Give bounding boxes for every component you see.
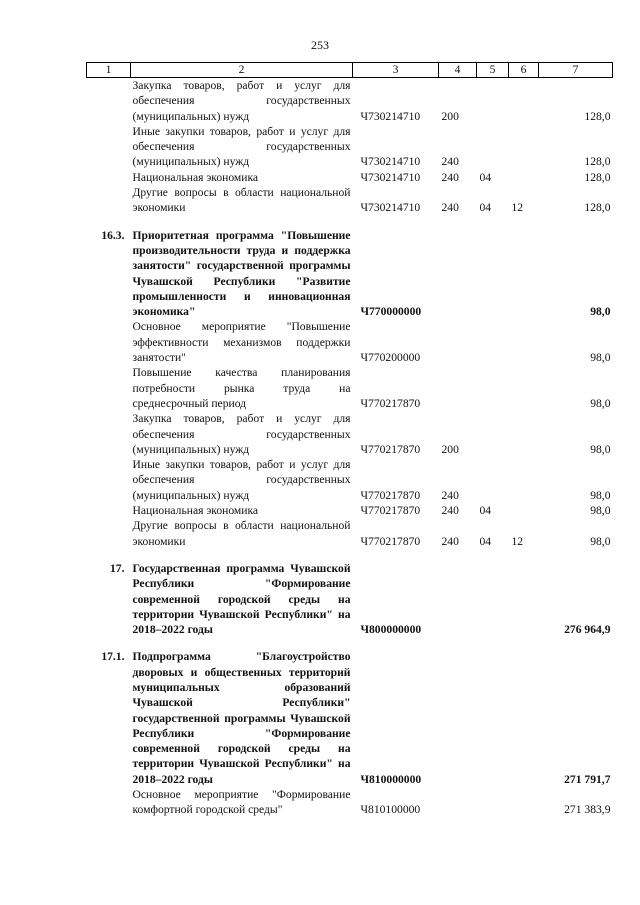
row-col5: 04 — [479, 170, 492, 184]
row-col6: 12 — [511, 534, 524, 548]
row-number — [87, 170, 131, 185]
row-number — [87, 411, 131, 457]
row-name: Приоритетная программа "Повышение производительности труда и поддержка занятости" государственной программы Чувашской Республики "Развитие промышленности и инновационная экономика" — [132, 228, 351, 319]
row-col5 — [477, 787, 509, 818]
row-code: Ч730214710 — [360, 170, 421, 184]
page-number: 253 — [311, 38, 329, 52]
row-number — [87, 124, 131, 170]
column-header: 2 — [131, 63, 353, 78]
row-amount: 98,0 — [590, 442, 611, 456]
row-col6 — [509, 319, 539, 365]
row-col6 — [509, 561, 539, 637]
row-col5 — [477, 457, 509, 503]
row-number — [87, 503, 131, 518]
row-col4: 200 — [441, 442, 459, 456]
row-col4 — [439, 228, 477, 320]
row-col4 — [439, 649, 477, 787]
table-row — [87, 649, 613, 787]
table-row — [87, 503, 613, 518]
row-code: Ч770217870 — [360, 504, 421, 518]
row-amount: 98,0 — [590, 305, 611, 319]
row-code: Ч810100000 — [360, 803, 421, 817]
row-code: Ч770200000 — [360, 351, 421, 365]
row-code: Ч730214710 — [360, 109, 421, 123]
row-col5 — [477, 561, 509, 637]
table-row — [87, 518, 613, 549]
budget-table — [86, 62, 613, 818]
table-row — [87, 124, 613, 170]
row-col4 — [439, 319, 477, 365]
row-name: Другие вопросы в области национальной экономики — [132, 519, 351, 548]
row-amount: 271 791,7 — [564, 772, 611, 786]
row-col4: 240 — [441, 201, 459, 215]
column-header: 3 — [353, 63, 439, 78]
table-row — [87, 411, 613, 457]
table-row — [87, 228, 613, 320]
budget-table-container — [86, 62, 612, 818]
row-name: Закупка товаров, работ и услуг для обеспечения государственных (муниципальных) нужд — [132, 79, 351, 123]
row-name: Основное мероприятие "Повышение эффективности механизмов поддержки занятости" — [132, 320, 351, 365]
column-header: 6 — [509, 63, 539, 78]
column-header: 1 — [87, 63, 131, 78]
table-row — [87, 365, 613, 411]
row-spacer — [87, 549, 613, 561]
row-col5 — [477, 649, 509, 787]
row-col6 — [509, 365, 539, 411]
row-col5 — [477, 365, 509, 411]
row-number — [87, 365, 131, 411]
row-name: Повышение качества планирования потребности рынка труда на среднесрочный период — [132, 366, 351, 410]
row-col4 — [439, 365, 477, 411]
row-number: 17. — [110, 561, 125, 575]
row-amount: 128,0 — [584, 201, 611, 215]
row-name: Национальная экономика — [132, 504, 259, 518]
row-name: Подпрограмма "Благоустройство дворовых и общественных территорий муниципальных образований Чувашской Республики" государственной программы Чувашской Республики "Формирование современной городской среды на территории Чувашской Республики" на 2018–2022 годы — [132, 650, 351, 786]
row-amount: 128,0 — [584, 109, 611, 123]
row-col5: 04 — [479, 534, 492, 548]
row-amount: 98,0 — [590, 488, 611, 502]
row-amount: 98,0 — [590, 396, 611, 410]
row-col6 — [509, 457, 539, 503]
table-header-row — [87, 63, 613, 78]
row-col5 — [477, 319, 509, 365]
table-row — [87, 319, 613, 365]
row-col5: 04 — [479, 504, 492, 518]
row-code: Ч800000000 — [360, 623, 422, 637]
table-row — [87, 185, 613, 216]
row-col6 — [509, 411, 539, 457]
row-code: Ч770217870 — [360, 488, 421, 502]
row-col4 — [439, 787, 477, 818]
row-amount: 98,0 — [590, 351, 611, 365]
row-number — [87, 518, 131, 549]
row-col4 — [439, 561, 477, 637]
row-col4: 240 — [441, 155, 459, 169]
row-col6 — [509, 503, 539, 518]
row-col5 — [477, 78, 509, 124]
column-header: 7 — [539, 63, 613, 78]
table-row — [87, 561, 613, 637]
row-col5 — [477, 228, 509, 320]
row-col4: 240 — [441, 534, 459, 548]
row-name: Государственная программа Чувашской Республики "Формирование современной городской среды на территории Чувашской Республики" на 2018–2022 годы — [132, 561, 351, 637]
row-code: Ч810000000 — [360, 772, 422, 786]
row-col6 — [509, 649, 539, 787]
row-code: Ч770000000 — [360, 305, 422, 319]
row-name: Основное мероприятие "Формирование комфортной городской среды" — [132, 788, 351, 817]
row-number — [87, 319, 131, 365]
row-col4: 200 — [441, 109, 459, 123]
table-row — [87, 78, 613, 124]
row-col5 — [477, 411, 509, 457]
row-col6 — [509, 170, 539, 185]
row-number — [87, 78, 131, 124]
row-col6 — [509, 124, 539, 170]
row-number — [87, 787, 131, 818]
table-row — [87, 170, 613, 185]
row-spacer — [87, 637, 613, 649]
row-amount: 276 964,9 — [564, 623, 611, 637]
row-name: Другие вопросы в области национальной экономики — [132, 186, 351, 215]
table-row — [87, 787, 613, 818]
column-header: 4 — [439, 63, 477, 78]
table-row — [87, 457, 613, 503]
row-col4: 240 — [441, 504, 459, 518]
row-col6 — [509, 228, 539, 320]
row-name: Национальная экономика — [132, 170, 259, 184]
row-col4: 240 — [441, 488, 459, 502]
row-amount: 128,0 — [584, 155, 611, 169]
row-name: Иные закупки товаров, работ и услуг для обеспечения государственных (муниципальных) нужд — [132, 124, 351, 169]
row-col6: 12 — [511, 201, 524, 215]
row-number — [87, 457, 131, 503]
row-number — [87, 185, 131, 216]
row-name: Иные закупки товаров, работ и услуг для обеспечения государственных (муниципальных) нужд — [132, 458, 351, 502]
row-code: Ч730214710 — [360, 155, 421, 169]
row-code: Ч770217870 — [360, 442, 421, 456]
row-amount: 271 383,9 — [564, 803, 611, 817]
row-name: Закупка товаров, работ и услуг для обеспечения государственных (муниципальных) нужд — [132, 412, 351, 456]
row-code: Ч770217870 — [360, 534, 421, 548]
row-number: 16.3. — [101, 228, 125, 242]
row-col5 — [477, 124, 509, 170]
column-header: 5 — [477, 63, 509, 78]
row-number: 17.1. — [101, 650, 125, 664]
row-col4: 240 — [441, 170, 459, 184]
table-body — [87, 78, 613, 818]
row-amount: 98,0 — [590, 534, 611, 548]
row-code: Ч770217870 — [360, 396, 421, 410]
row-col6 — [509, 787, 539, 818]
row-col5: 04 — [479, 201, 492, 215]
row-col6 — [509, 78, 539, 124]
row-amount: 98,0 — [590, 504, 611, 518]
row-amount: 128,0 — [584, 170, 611, 184]
row-spacer — [87, 216, 613, 228]
row-code: Ч730214710 — [360, 201, 421, 215]
